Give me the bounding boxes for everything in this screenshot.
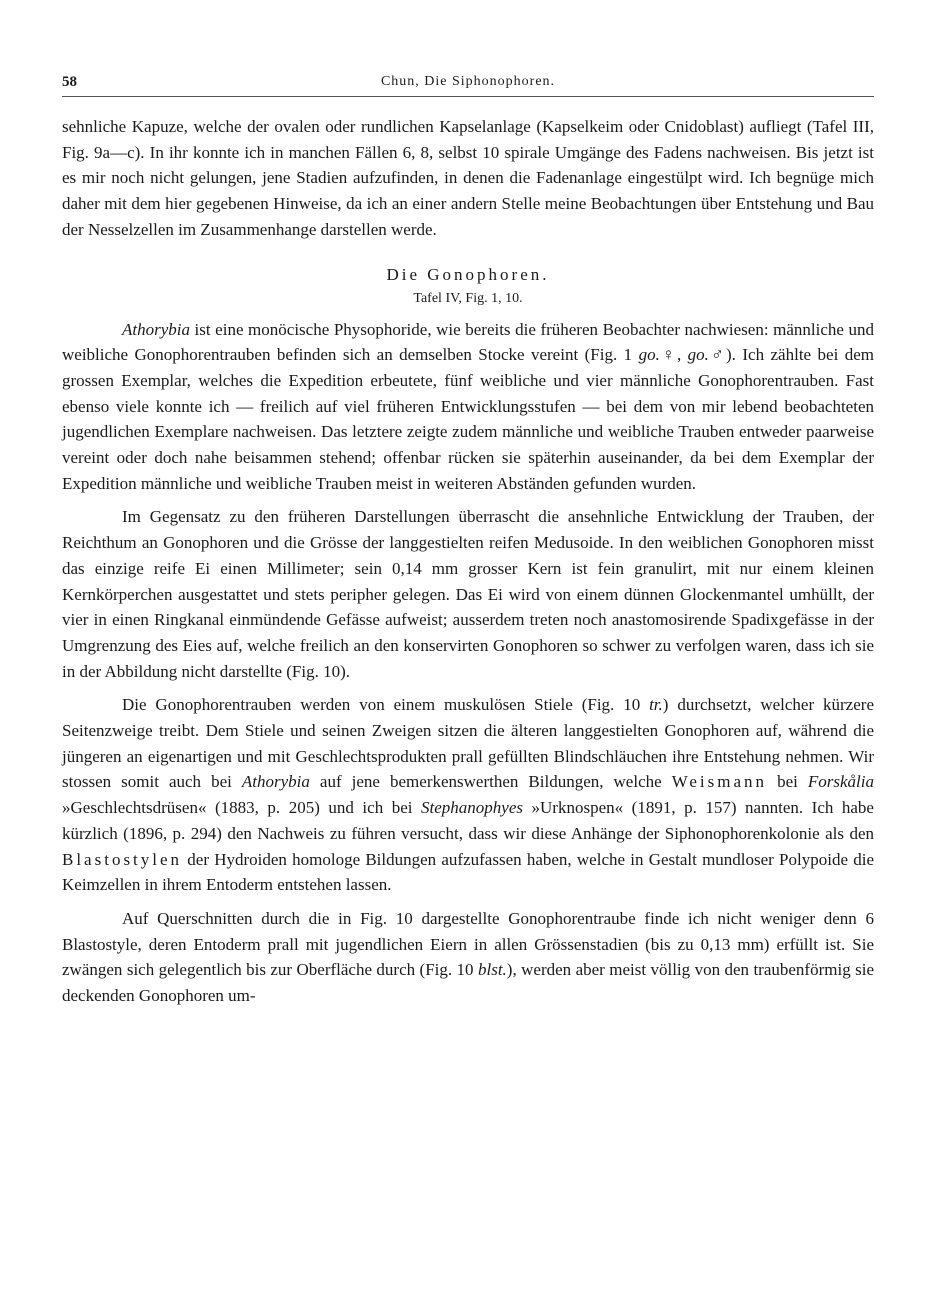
paragraph-5: Auf Querschnitten durch die in Fig. 10 dargestellte Gonophorentraube finde ich nicht weniger denn 6 Blastostyle, deren Entoderm prall mit jugendlichen Eiern in allen Grössenstadien (bis zu 0,13 mm) erfüllt ist. Sie zwängen sich gelegentlich bis zur Oberfläche durch (Fig. 10 blst.), werden aber meist völlig von den traubenförmig sie deckenden Gonophoren um- <box>62 908 875 1006</box>
body-text <box>62 114 874 1009</box>
running-title: Chun, Die Siphonophoren. <box>380 74 556 89</box>
paragraph-2: Athorybia ist eine monöcische Physophoride, wie bereits die früheren Beobachter nachwiesen: männliche und weibliche Gonophorentrauben befinden sich an demselben Stocke vereint (Fig. 1 go.♀, go.♂). Ich zählte bei dem grossen Exemplar, welches die Expedition erbeutete, fünf weibliche und vier männliche Gonophorentrauben. Fast ebenso viele konnte ich — freilich auf viel früheren Entwicklungsstufen — bei dem von mir lebend beobachteten jugendlichen Exemplare nachweisen. Das letztere zeigte zudem männliche und weibliche Trauben entweder paarweise vereint oder doch nahe beisammen stehend; offenbar rücken sie späterhin auseinander, da bei dem Exemplar der Expedition männliche und weibliche Trauben meist in weiteren Abständen gefunden wurden. <box>62 319 874 493</box>
section-subtitle: Tafel IV, Fig. 1, 10. <box>413 290 523 306</box>
header-rule <box>62 96 874 97</box>
paragraph-1: sehnliche Kapuze, welche der ovalen oder rundlichen Kapselanlage (Kapselkeim oder Cnidoblast) aufliegt (Tafel III, Fig. 9a—c). In ihr konnte ich in manchen Fällen 6, 8, selbst 10 spirale Umgänge des Fadens nachweisen. Bis jetzt ist es mir noch nicht gelungen, jene Stadien aufzufinden, in denen die Fadenanlage eingestülpt wird. Ich begnüge mich daher mit dem hier gegebenen Hinweise, da ich an einer andern Stelle meine Beobachtungen über Entstehung und Bau der Nesselzellen im Zusammenhange darstellen werde. <box>62 117 874 239</box>
section-title: Die Gonophoren. <box>386 264 550 284</box>
term-blastostylen: Blastostylen <box>62 849 183 869</box>
author-name: Weismann <box>671 772 768 792</box>
paragraph-4: Die Gonophorentrauben werden von einem muskulösen Stiele (Fig. 10 tr.) durchsetzt, welcher kürzere Seitenzweige treibt. Dem Stiele und seinen Zweigen sitzen die älteren langgestielten Gonophoren auf, während die jüngeren an eigenartigen und mit Geschlechtsprodukten prall gefüllten Blindschläuchen ihre Entstehung nehmen. Wir stossen somit auch bei Athorybia auf jene bemerkenswerthen Bildungen, welche Weismann bei Forskålia »Geschlechtsdrüsen« (1883, p. 205) und ich bei Stephanophyes »Urknospen« (1891, p. 157) nannten. Ich habe kürzlich (1896, p. 294) den Nachweis zu führen versucht, dass wir diese Anhänge der Siphonophorenkolonie als den Blastostylen der Hydroiden homologe Bildungen aufzufassen haben, welche in Gestalt mundloser Polypoide die Keimzellen in ihrem Entoderm entstehen lassen. <box>62 695 874 895</box>
page-header <box>62 74 874 96</box>
paragraph-3: Im Gegensatz zu den früheren Darstellungen überrascht die ansehnliche Entwicklung der Trauben, der Reichthum an Gonophoren und die Grösse der langgestielten reifen Medusoide. In den weiblichen Gonophoren misst das einzige reife Ei einen Millimeter; sein 0,14 mm grosser Kern ist fein granulirt, mit nur einem kleinen Kernkörperchen ausgestattet und stets peripher gelegen. Das Ei wird von einem dünnen Glockenmantel umhüllt, der vier in einen Ringkanal einmündende Gefässe aufweist; ausserdem treten noch anastomosirende Spadixgefässe in der Umgrenzung des Eies auf, welche freilich an den konservirten Gonophoren so schwer zu verfolgen waren, dass ich sie in der Abbildung nicht darstellte (Fig. 10). <box>62 507 874 681</box>
page-number: 58 <box>62 74 77 90</box>
taxon-name: Athorybia <box>122 319 190 339</box>
